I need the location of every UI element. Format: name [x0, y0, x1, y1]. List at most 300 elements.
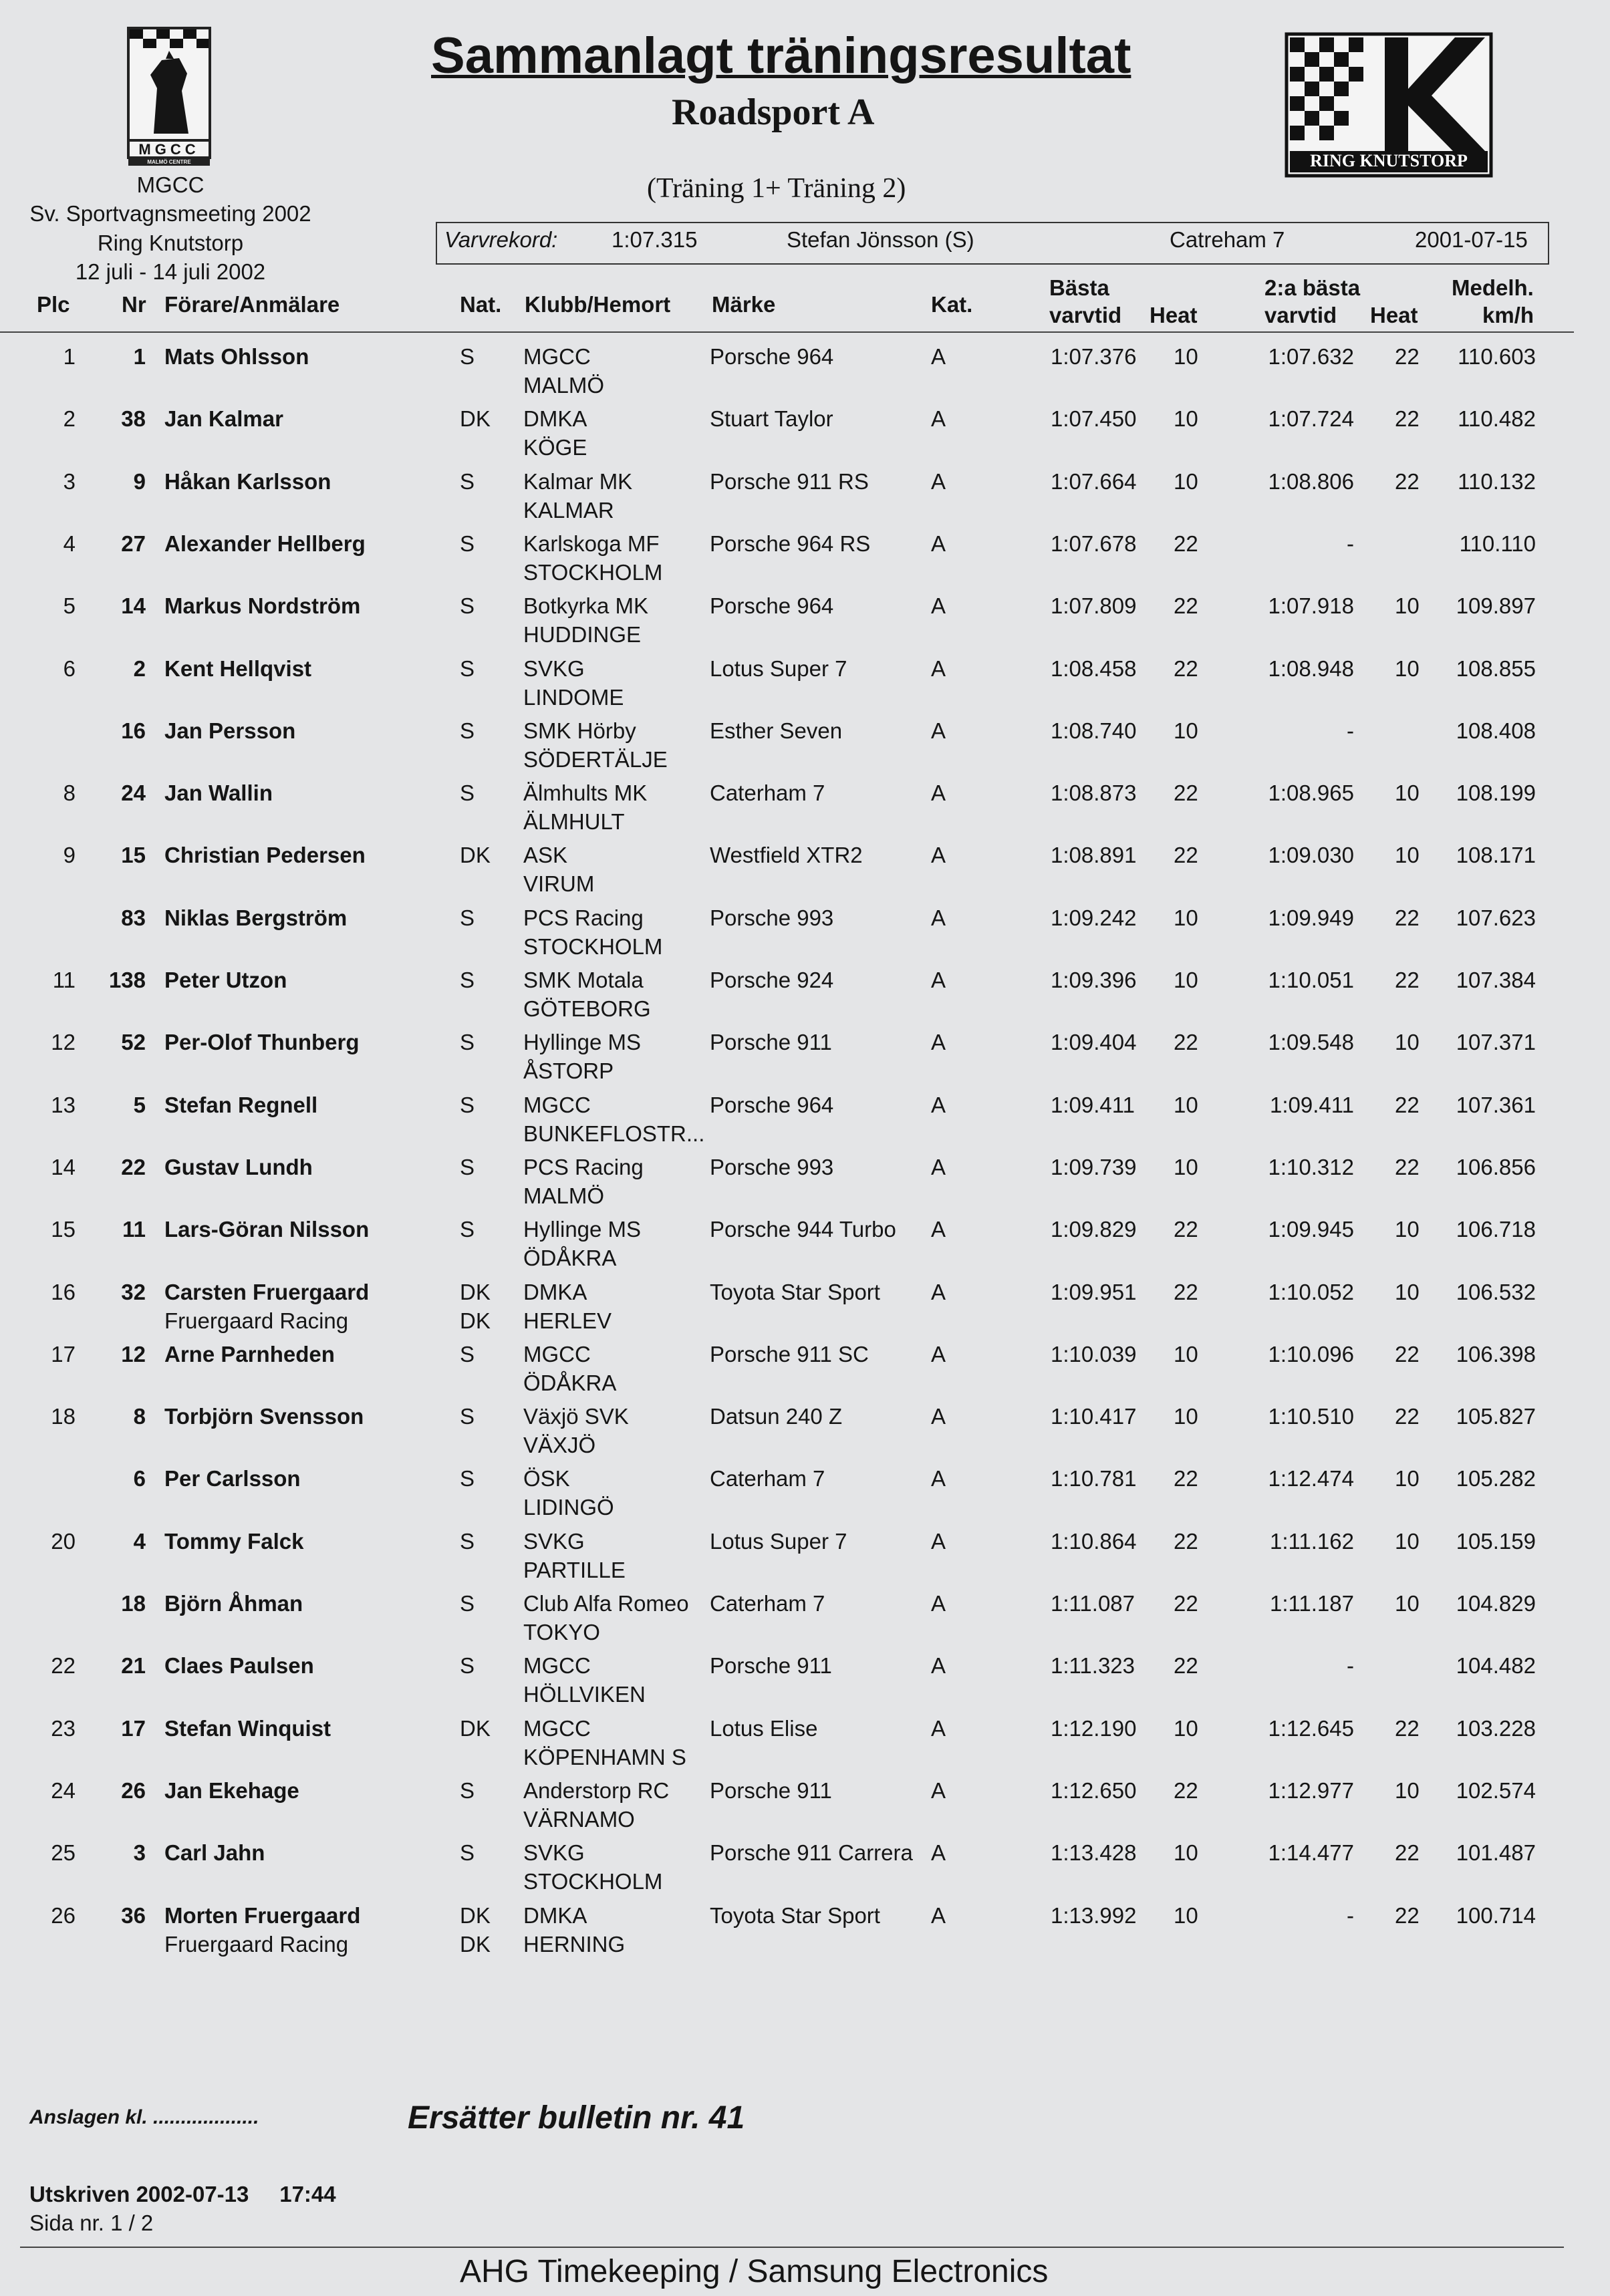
heat2-cell: 22: [1395, 1404, 1420, 1429]
plc-cell: 18: [51, 1404, 76, 1429]
plc-cell: 12: [51, 1030, 76, 1054]
heat-cell: 22: [1174, 1280, 1198, 1304]
nat-cell: DK: [460, 1716, 491, 1741]
best-lap-cell: 1:10.781: [1051, 1466, 1137, 1491]
club-cell: Hyllinge MS: [523, 1030, 642, 1054]
make-cell: Porsche 911: [710, 1778, 832, 1803]
best-lap-cell: 1:07.809: [1051, 593, 1137, 618]
city-cell: HERNING: [523, 1932, 626, 1957]
replaces-bulletin: Ersätter bulletin nr. 41: [408, 2100, 745, 2136]
table-row: [0, 1205, 1610, 1270]
driver-cell: Gustav Lundh: [164, 1155, 313, 1179]
nat-cell: S: [460, 1404, 475, 1429]
plc-cell: 13: [51, 1093, 76, 1117]
heat-cell: 22: [1174, 843, 1198, 867]
driver-cell: Tommy Falck: [164, 1529, 304, 1554]
driver-cell: Christian Pedersen: [164, 843, 366, 867]
lap-record-date: 2001-07-15: [1415, 227, 1528, 252]
cat-cell: A: [931, 1591, 946, 1616]
event-name: Sv. Sportvagnsmeeting 2002: [29, 201, 311, 226]
table-row: [0, 1392, 1610, 1457]
make-cell: Lotus Super 7: [710, 1529, 847, 1554]
nr-cell: 16: [121, 718, 146, 743]
club-cell: ASK: [523, 843, 568, 867]
col-make: Märke: [712, 292, 776, 317]
ring-knutstorp-caption: RING KNUTSTORP: [1310, 151, 1468, 170]
col-best-1: Bästa: [1049, 275, 1109, 300]
city-cell: GÖTEBORG: [523, 996, 651, 1021]
nr-cell: 38: [121, 406, 146, 431]
nat-cell: S: [460, 1778, 475, 1803]
nr-cell: 22: [121, 1155, 146, 1179]
heat-cell: 22: [1174, 1591, 1198, 1616]
heat2-cell: 10: [1395, 1778, 1420, 1803]
driver-cell: Markus Nordström: [164, 593, 361, 618]
heat-cell: 10: [1174, 469, 1198, 494]
city-cell: PARTILLE: [523, 1558, 626, 1582]
club-cell: MGCC: [523, 344, 591, 369]
driver-cell: Kent Hellqvist: [164, 656, 312, 681]
plc-cell: 8: [63, 780, 76, 805]
avg-speed-cell: 110.603: [1458, 344, 1536, 369]
club-cell: ÖSK: [523, 1466, 570, 1491]
nat-cell: S: [460, 1840, 475, 1865]
driver-cell: Jan Ekehage: [164, 1778, 299, 1803]
table-row: [0, 332, 1610, 398]
club-cell: DMKA: [523, 1280, 587, 1304]
best-lap-cell: 1:08.740: [1051, 718, 1137, 743]
heat2-cell: 22: [1395, 968, 1420, 992]
col-best-2: varvtid: [1049, 303, 1122, 327]
nat-cell: S: [460, 1653, 475, 1678]
plc-cell: 2: [63, 406, 76, 431]
best-lap-cell: 1:10.417: [1051, 1404, 1137, 1429]
nat-cell: S: [460, 780, 475, 805]
nat-cell: S: [460, 469, 475, 494]
avg-speed-cell: 100.714: [1456, 1903, 1536, 1928]
heat-cell: 10: [1174, 905, 1198, 930]
make-cell: Esther Seven: [710, 718, 843, 743]
avg-speed-cell: 105.827: [1456, 1404, 1536, 1429]
best-lap-cell: 1:13.992: [1051, 1903, 1137, 1928]
col-avg-1: Medelh.: [1452, 275, 1534, 300]
table-row: [0, 519, 1610, 585]
col-club: Klubb/Hemort: [525, 292, 671, 317]
best-lap-cell: 1:07.678: [1051, 531, 1137, 556]
table-row: [0, 1018, 1610, 1083]
nr-cell: 36: [121, 1903, 146, 1928]
city-cell: HERLEV: [523, 1308, 612, 1333]
heat-cell: 10: [1174, 718, 1198, 743]
heat-cell: 10: [1174, 968, 1198, 992]
city-cell: VÄXJÖ: [523, 1433, 596, 1457]
table-row: [0, 581, 1610, 647]
city-cell: ÅSTORP: [523, 1058, 614, 1083]
col-second-2: varvtid: [1264, 303, 1337, 327]
heat-cell: 10: [1174, 1155, 1198, 1179]
city-cell: HUDDINGE: [523, 622, 642, 647]
table-row: [0, 1766, 1610, 1832]
cat-cell: A: [931, 1155, 946, 1179]
nat-cell: S: [460, 656, 475, 681]
second-lap-cell: 1:11.162: [1269, 1529, 1354, 1554]
heat-cell: 22: [1174, 1529, 1198, 1554]
avg-speed-cell: 109.897: [1456, 593, 1536, 618]
nr-cell: 21: [121, 1653, 146, 1678]
nr-cell: 138: [108, 968, 146, 992]
table-row: [0, 1330, 1610, 1395]
heat2-cell: 10: [1395, 1591, 1420, 1616]
city-cell: SÖDERTÄLJE: [523, 747, 668, 772]
best-lap-cell: 1:09.242: [1051, 905, 1137, 930]
heat-cell: 10: [1174, 406, 1198, 431]
heat2-cell: 22: [1395, 1155, 1420, 1179]
club-cell: Älmhults MK: [523, 780, 648, 805]
plc-cell: 14: [51, 1155, 76, 1179]
avg-speed-cell: 106.856: [1456, 1155, 1536, 1179]
table-row: [0, 1641, 1610, 1707]
col-nat: Nat.: [460, 292, 502, 317]
nat-cell: S: [460, 718, 475, 743]
make-cell: Porsche 924: [710, 968, 834, 992]
second-lap-cell: 1:12.977: [1268, 1778, 1354, 1803]
table-row: [0, 1268, 1610, 1333]
best-lap-cell: 1:08.891: [1051, 843, 1137, 867]
best-lap-cell: 1:11.323: [1051, 1653, 1135, 1678]
club-cell: DMKA: [523, 406, 587, 431]
driver-cell: Håkan Karlsson: [164, 469, 331, 494]
best-lap-cell: 1:10.864: [1051, 1529, 1137, 1554]
club-cell: PCS Racing: [523, 905, 644, 930]
nat-cell: S: [460, 1217, 475, 1242]
heat-cell: 22: [1174, 593, 1198, 618]
best-lap-cell: 1:12.190: [1051, 1716, 1137, 1741]
table-row: [0, 1891, 1610, 1957]
printed-at: Utskriven 2002-07-13 17:44: [29, 2182, 336, 2206]
class-subtitle: Roadsport A: [672, 92, 875, 133]
second-lap-cell: 1:09.411: [1269, 1093, 1354, 1117]
nr-cell: 2: [133, 656, 146, 681]
club-cell: SVKG: [523, 1840, 585, 1865]
make-cell: Toyota Star Sport: [710, 1903, 880, 1928]
second-lap-cell: 1:07.632: [1268, 344, 1354, 369]
heat2-cell: 10: [1395, 593, 1420, 618]
plc-cell: 23: [51, 1716, 76, 1741]
best-lap-cell: 1:09.739: [1051, 1155, 1137, 1179]
plc-cell: 11: [52, 968, 76, 992]
nr-cell: 83: [121, 905, 146, 930]
nat-cell: S: [460, 905, 475, 930]
plc-cell: 6: [63, 656, 76, 681]
avg-speed-cell: 107.384: [1456, 968, 1536, 992]
make-cell: Porsche 944 Turbo: [710, 1217, 896, 1242]
city-cell: LIDINGÖ: [523, 1495, 614, 1520]
make-cell: Porsche 964: [710, 593, 834, 618]
plc-cell: 15: [51, 1217, 76, 1242]
avg-speed-cell: 101.487: [1456, 1840, 1536, 1865]
city-cell: VÄRNAMO: [523, 1807, 635, 1832]
make-cell: Porsche 911: [710, 1653, 832, 1678]
cat-cell: A: [931, 1778, 946, 1803]
club-cell: MGCC: [523, 1653, 591, 1678]
nr-cell: 18: [121, 1591, 146, 1616]
cat-cell: A: [931, 656, 946, 681]
driver-cell: Stefan Winquist: [164, 1716, 331, 1741]
club-cell: MGCC: [523, 1342, 591, 1367]
city-cell: HÖLLVIKEN: [523, 1682, 646, 1707]
driver-cell: Carl Jahn: [164, 1840, 265, 1865]
heat2-cell: 10: [1395, 780, 1420, 805]
heat2-cell: 22: [1395, 1093, 1420, 1117]
cat-cell: A: [931, 1404, 946, 1429]
best-lap-cell: 1:11.087: [1051, 1591, 1135, 1616]
col-heat2: Heat: [1370, 303, 1418, 327]
heat-cell: 22: [1174, 1778, 1198, 1803]
plc-cell: 26: [51, 1903, 76, 1928]
city-cell: MALMÖ: [523, 373, 605, 398]
make-cell: Porsche 964: [710, 1093, 834, 1117]
nr-cell: 14: [121, 593, 146, 618]
second-lap-cell: 1:10.312: [1268, 1155, 1354, 1179]
cat-cell: A: [931, 1716, 946, 1741]
cat-cell: A: [931, 469, 946, 494]
timekeeper: AHG Timekeeping / Samsung Electronics: [460, 2254, 1049, 2289]
cat-cell: A: [931, 406, 946, 431]
col-plc: Plc: [37, 292, 70, 317]
second-lap-cell: -: [1347, 1903, 1354, 1928]
driver-cell: Per-Olof Thunberg: [164, 1030, 360, 1054]
table-row: [0, 893, 1610, 959]
avg-speed-cell: 103.228: [1456, 1716, 1536, 1741]
col-second-1: 2:a bästa: [1264, 275, 1361, 300]
second-lap-cell: 1:10.096: [1268, 1342, 1354, 1367]
avg-speed-cell: 106.532: [1456, 1280, 1536, 1304]
club-cell: Kalmar MK: [523, 469, 633, 494]
avg-speed-cell: 102.574: [1456, 1778, 1536, 1803]
second-lap-cell: 1:08.948: [1268, 656, 1354, 681]
table-row: [0, 394, 1610, 460]
heat-cell: 10: [1174, 1903, 1198, 1928]
second-lap-cell: -: [1347, 531, 1354, 556]
nr-cell: 11: [122, 1217, 146, 1242]
club-cell: Botkyrka MK: [523, 593, 649, 618]
make-cell: Stuart Taylor: [710, 406, 833, 431]
cat-cell: A: [931, 1342, 946, 1367]
best-lap-cell: 1:09.951: [1051, 1280, 1137, 1304]
second-lap-cell: 1:09.548: [1268, 1030, 1354, 1054]
nr-cell: 1: [133, 344, 146, 369]
cat-cell: A: [931, 905, 946, 930]
event-dates: 12 juli - 14 juli 2002: [75, 259, 266, 284]
nr-cell: 4: [133, 1529, 146, 1554]
nat2-cell: DK: [460, 1308, 491, 1333]
city-cell: KÖGE: [523, 435, 587, 460]
avg-speed-cell: 107.361: [1456, 1093, 1536, 1117]
cat-cell: A: [931, 968, 946, 992]
city-cell: STOCKHOLM: [523, 1869, 663, 1894]
heat-cell: 10: [1174, 1342, 1198, 1367]
city-cell: VIRUM: [523, 871, 595, 896]
club-cell: Club Alfa Romeo: [523, 1591, 689, 1616]
avg-speed-cell: 107.623: [1456, 905, 1536, 930]
make-cell: Porsche 911 RS: [710, 469, 869, 494]
heat2-cell: 10: [1395, 1280, 1420, 1304]
make-cell: Caterham 7: [710, 1466, 825, 1491]
driver-cell: Jan Kalmar: [164, 406, 283, 431]
club-cell: SVKG: [523, 656, 585, 681]
table-row: [0, 768, 1610, 834]
avg-speed-cell: 106.398: [1456, 1342, 1536, 1367]
lap-record-driver: Stefan Jönsson (S): [787, 227, 974, 252]
cat-cell: A: [931, 843, 946, 867]
second-lap-cell: 1:09.949: [1268, 905, 1354, 930]
driver-cell: Stefan Regnell: [164, 1093, 318, 1117]
best-lap-cell: 1:10.039: [1051, 1342, 1137, 1367]
nat-cell: S: [460, 1155, 475, 1179]
table-row: [0, 1454, 1610, 1520]
nr-cell: 27: [121, 531, 146, 556]
city-cell: KÖPENHAMN S: [523, 1745, 686, 1769]
nr-cell: 24: [121, 780, 146, 805]
nr-cell: 6: [133, 1466, 146, 1491]
nr-cell: 8: [133, 1404, 146, 1429]
driver-cell: Mats Ohlsson: [164, 344, 309, 369]
cat-cell: A: [931, 1840, 946, 1865]
plc-cell: 9: [63, 843, 76, 867]
second-lap-cell: 1:14.477: [1268, 1840, 1354, 1865]
heat2-cell: 22: [1395, 1716, 1420, 1741]
avg-speed-cell: 107.371: [1456, 1030, 1536, 1054]
plc-cell: 4: [63, 531, 76, 556]
cat-cell: A: [931, 1529, 946, 1554]
cat-cell: A: [931, 1217, 946, 1242]
heat-cell: 22: [1174, 1217, 1198, 1242]
cat-cell: A: [931, 1280, 946, 1304]
table-row: [0, 1081, 1610, 1146]
col-driver: Förare/Anmälare: [164, 292, 340, 317]
second-lap-cell: 1:12.645: [1268, 1716, 1354, 1741]
best-lap-cell: 1:07.376: [1051, 344, 1137, 369]
table-row: [0, 1517, 1610, 1582]
club-cell: MGCC: [523, 1093, 591, 1117]
heat-cell: 22: [1174, 531, 1198, 556]
make-cell: Porsche 911 Carrera: [710, 1840, 913, 1865]
heat-cell: 22: [1174, 1653, 1198, 1678]
nr-cell: 15: [121, 843, 146, 867]
mgcc-logo-text: MGCC: [138, 141, 200, 158]
nr-cell: 52: [121, 1030, 146, 1054]
driver-cell: Per Carlsson: [164, 1466, 301, 1491]
heat-cell: 22: [1174, 1030, 1198, 1054]
club-cell: SMK Hörby: [523, 718, 636, 743]
second-lap-cell: 1:11.187: [1269, 1591, 1354, 1616]
table-row: [0, 1828, 1610, 1894]
table-row: [0, 1579, 1610, 1644]
nr-cell: 3: [133, 1840, 146, 1865]
posted-label: Anslagen kl. ...................: [29, 2106, 259, 2128]
make-cell: Lotus Elise: [710, 1716, 818, 1741]
nr-cell: 5: [133, 1093, 146, 1117]
footer-divider: [20, 2247, 1564, 2248]
cat-cell: A: [931, 1030, 946, 1054]
driver-cell: Arne Parnheden: [164, 1342, 335, 1367]
cat-cell: A: [931, 718, 946, 743]
heat2-cell: 10: [1395, 1466, 1420, 1491]
lap-record-box: [436, 222, 1549, 265]
second-lap-cell: 1:12.474: [1268, 1466, 1354, 1491]
club-cell: SMK Motala: [523, 968, 644, 992]
best-lap-cell: 1:07.450: [1051, 406, 1137, 431]
heat2-cell: 22: [1395, 905, 1420, 930]
entrant-cell: Fruergaard Racing: [164, 1932, 349, 1957]
heat2-cell: 22: [1395, 469, 1420, 494]
city-cell: BUNKEFLOSTR...: [523, 1121, 705, 1146]
driver-cell: Peter Utzon: [164, 968, 287, 992]
nat-cell: S: [460, 531, 475, 556]
heat-cell: 10: [1174, 344, 1198, 369]
city-cell: TOKYO: [523, 1620, 600, 1644]
driver-cell: Björn Åhman: [164, 1591, 303, 1616]
best-lap-cell: 1:07.664: [1051, 469, 1137, 494]
heat2-cell: 22: [1395, 1342, 1420, 1367]
table-row: [0, 457, 1610, 523]
best-lap-cell: 1:09.829: [1051, 1217, 1137, 1242]
nat-cell: S: [460, 1342, 475, 1367]
cat-cell: A: [931, 1653, 946, 1678]
cat-cell: A: [931, 593, 946, 618]
plc-cell: 17: [51, 1342, 76, 1367]
avg-speed-cell: 108.855: [1456, 656, 1536, 681]
make-cell: Westfield XTR2: [710, 843, 863, 867]
second-lap-cell: -: [1347, 718, 1354, 743]
make-cell: Porsche 911: [710, 1030, 832, 1054]
city-cell: STOCKHOLM: [523, 934, 663, 959]
avg-speed-cell: 110.110: [1459, 531, 1536, 556]
club-cell: MGCC: [523, 1716, 591, 1741]
entrant-cell: Fruergaard Racing: [164, 1308, 349, 1333]
best-lap-cell: 1:13.428: [1051, 1840, 1137, 1865]
avg-speed-cell: 110.482: [1458, 406, 1536, 431]
lap-record-car: Catreham 7: [1170, 227, 1285, 252]
session-label: (Träning 1+ Träning 2): [647, 173, 906, 204]
cat-cell: A: [931, 1466, 946, 1491]
avg-speed-cell: 104.829: [1456, 1591, 1536, 1616]
city-cell: STOCKHOLM: [523, 560, 663, 585]
cat-cell: A: [931, 1093, 946, 1117]
city-cell: ÖDÅKRA: [523, 1246, 617, 1270]
nat-cell: DK: [460, 406, 491, 431]
second-lap-cell: 1:10.052: [1268, 1280, 1354, 1304]
col-cat: Kat.: [931, 292, 973, 317]
cat-cell: A: [931, 780, 946, 805]
lap-record-label: Varvrekord:: [444, 227, 558, 252]
best-lap-cell: 1:09.396: [1051, 968, 1137, 992]
heat2-cell: 22: [1395, 1903, 1420, 1928]
mgcc-logo-subtext: MALMÖ CENTRE: [147, 159, 191, 165]
second-lap-cell: 1:10.051: [1268, 968, 1354, 992]
org-name: MGCC: [136, 172, 205, 197]
make-cell: Lotus Super 7: [710, 656, 847, 681]
club-cell: PCS Racing: [523, 1155, 644, 1179]
heat-cell: 22: [1174, 656, 1198, 681]
heat-cell: 22: [1174, 780, 1198, 805]
heat2-cell: 22: [1395, 406, 1420, 431]
make-cell: Porsche 993: [710, 1155, 834, 1179]
avg-speed-cell: 108.171: [1456, 843, 1536, 867]
second-lap-cell: 1:07.918: [1268, 593, 1354, 618]
nr-cell: 26: [121, 1778, 146, 1803]
make-cell: Toyota Star Sport: [710, 1280, 880, 1304]
